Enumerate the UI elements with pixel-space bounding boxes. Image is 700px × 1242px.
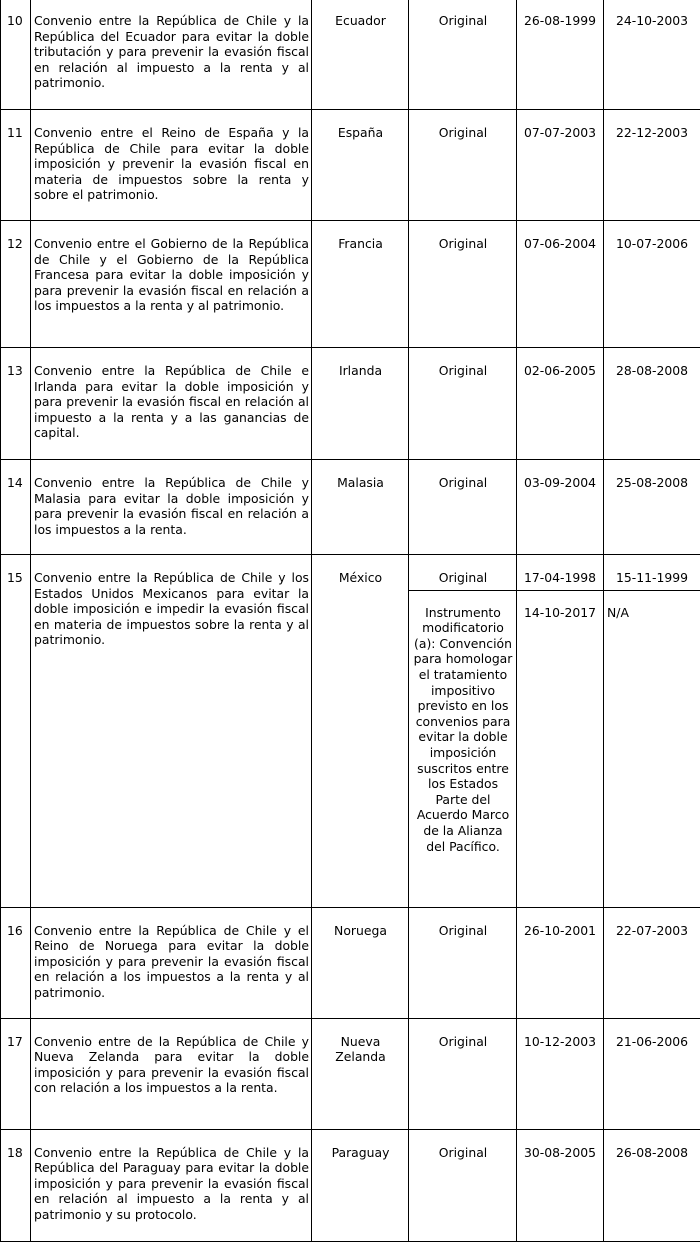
amending-in-force-date: N/A [604,590,700,907]
convention-title: Convenio entre el Gobierno de la República de Chile y el Gobierno de la República Francesa para evitar la doble imposición y para prevenir la evasión fiscal en relación a los impuestos a la renta y al patrimonio. [31,221,312,348]
instrument-type: Original [409,907,517,1018]
table-row [1,0,700,110]
instrument-type: Original [409,460,517,555]
table-row [1,1129,700,1241]
in-force-date: 22-07-2003 [604,907,700,1018]
amending-signature-date: 14-10-2017 [517,590,604,907]
table-row [1,1018,700,1129]
country: Nueva Zelanda [312,1018,409,1129]
in-force-date: 22-12-2003 [604,110,700,221]
signature-date: 10-12-2003 [517,1018,604,1129]
signature-date: 07-06-2004 [517,221,604,348]
signature-date: 07-07-2003 [517,110,604,221]
convention-title: Convenio entre de la República de Chile y Nueva Zelanda para evitar la doble imposición y para prevenir la evasión fiscal con relación a los impuestos a la renta. [31,1018,312,1129]
amending-instrument-type: Instrumento modificatorio (a): Convención para homologar el tratamiento impositivo previsto en los convenios para evitar la doble imposición suscritos entre los Estados Parte del Acuerdo Marco de la Alianza del Pacífico. [409,590,517,907]
instrument-type: Original [409,221,517,348]
convention-title: Convenio entre la República de Chile y Malasia para evitar la doble imposición y para prevenir la evasión fiscal en relación a los impuestos a la renta. [31,460,312,555]
row-number: 10 [1,0,31,110]
signature-date: 03-09-2004 [517,460,604,555]
signature-date: 17-04-1998 [517,555,604,591]
convention-title: Convenio entre la República de Chile y la República del Ecuador para evitar la doble tributación y para prevenir la evasión fiscal en relación al impuesto a la renta y al patrimonio. [31,0,312,110]
country: Noruega [312,907,409,1018]
table-row [1,555,700,591]
in-force-date: 15-11-1999 [604,555,700,591]
row-number: 14 [1,460,31,555]
table-row [1,110,700,221]
signature-date: 26-08-1999 [517,0,604,110]
signature-date: 30-08-2005 [517,1129,604,1241]
convention-title: Convenio entre la República de Chile e Irlanda para evitar la doble imposición y para prevenir la evasión fiscal en relación al impuesto a la renta y a las ganancias de capital. [31,348,312,460]
table-row [1,460,700,555]
row-number: 16 [1,907,31,1018]
country: Ecuador [312,0,409,110]
row-number: 15 [1,555,31,908]
convention-title: Convenio entre la República de Chile y la República del Paraguay para evitar la doble imposición y para prevenir la evasión fiscal en relación al impuesto a la renta y al patrimonio y su protocolo. [31,1129,312,1241]
instrument-type: Original [409,1129,517,1241]
signature-date: 02-06-2005 [517,348,604,460]
in-force-date: 21-06-2006 [604,1018,700,1129]
instrument-type: Original [409,348,517,460]
country: Paraguay [312,1129,409,1241]
row-number: 12 [1,221,31,348]
instrument-type: Original [409,1018,517,1129]
row-number: 17 [1,1018,31,1129]
row-number: 18 [1,1129,31,1241]
in-force-date: 24-10-2003 [604,0,700,110]
table-row [1,348,700,460]
in-force-date: 26-08-2008 [604,1129,700,1241]
country: Irlanda [312,348,409,460]
instrument-type: Original [409,0,517,110]
in-force-date: 25-08-2008 [604,460,700,555]
country: México [312,555,409,908]
in-force-date: 10-07-2006 [604,221,700,348]
table-row [1,221,700,348]
row-number: 11 [1,110,31,221]
convention-title: Convenio entre la República de Chile y los Estados Unidos Mexicanos para evitar la doble imposición e impedir la evasión fiscal en materia de impuestos sobre la renta y al patrimonio. [31,555,312,908]
in-force-date: 28-08-2008 [604,348,700,460]
convention-title: Convenio entre la República de Chile y el Reino de Noruega para evitar la doble imposición y para prevenir la evasión fiscal en relación a los impuestos a la renta y al patrimonio. [31,907,312,1018]
convention-title: Convenio entre el Reino de España y la República de Chile para evitar la doble imposición y prevenir la evasión fiscal en materia de impuestos sobre la renta y sobre el patrimonio. [31,110,312,221]
instrument-type: Original [409,555,517,591]
country: Malasia [312,460,409,555]
signature-date: 26-10-2001 [517,907,604,1018]
table-row [1,907,700,1018]
country: Francia [312,221,409,348]
instrument-type: Original [409,110,517,221]
country: España [312,110,409,221]
row-number: 13 [1,348,31,460]
